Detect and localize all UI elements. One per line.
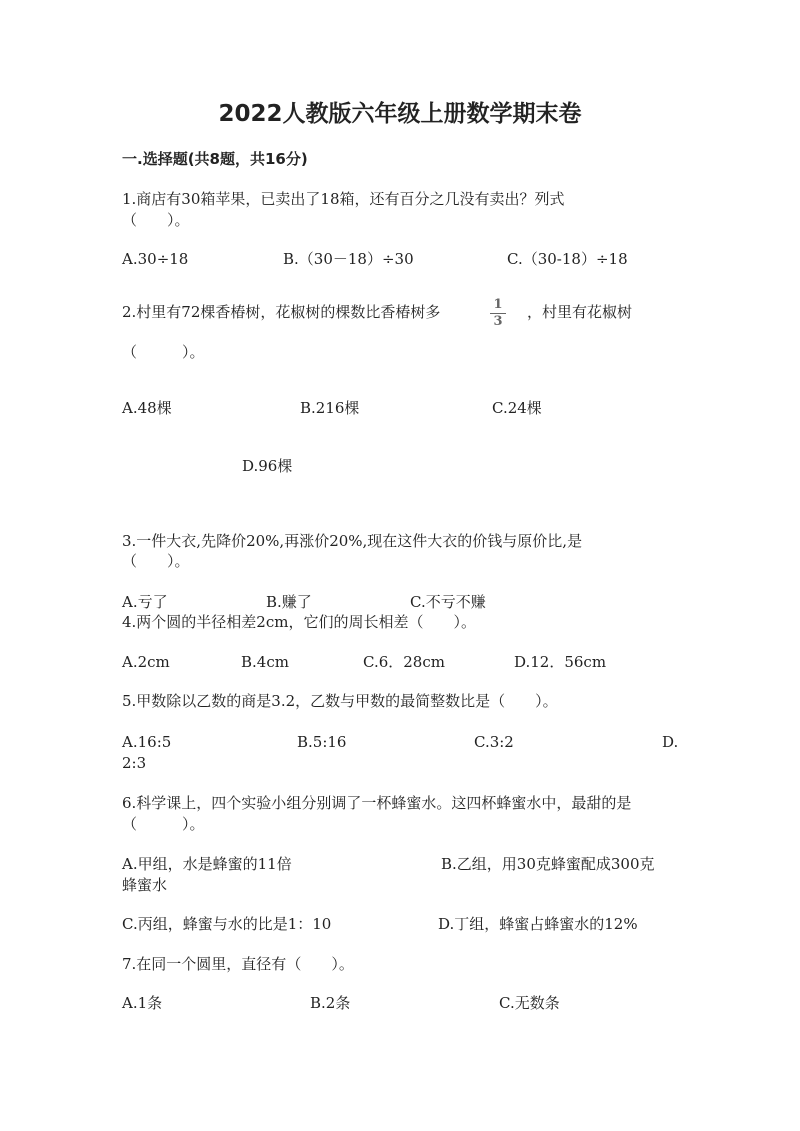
question-7-text: 7.在同一个圆里，直径有（ ）。 [122, 955, 354, 973]
question-5-text: 5.甲数除以乙数的商是3.2，乙数与甲数的最简整数比是（ ）。 [122, 692, 558, 710]
question-6-option-d: D.丁组，蜂蜜占蜂蜜水的12% [438, 915, 638, 933]
question-3-option-a: A.亏了 [122, 593, 168, 611]
question-7-option-a: A.1条 [122, 994, 163, 1012]
question-7-option-b: B.2条 [310, 994, 351, 1012]
question-3-option-b: B.赚了 [266, 593, 312, 611]
question-1-text: 1.商店有30箱苹果，已卖出了18箱，还有百分之几没有卖出？列式 [122, 190, 565, 208]
question-1-option-c: C.（30-18）÷18 [507, 250, 628, 268]
question-2-text-cont: ，村里有花椒树 [527, 303, 633, 321]
fraction-denominator: 3 [493, 314, 503, 329]
question-3-text: 3.一件大衣,先降价20%,再涨价20%,现在这件大衣的价钱与原价比,是 [122, 532, 583, 550]
question-2-blank: （ ）。 [122, 343, 205, 361]
question-5-option-d-label: D. [662, 733, 679, 751]
question-6-option-c: C.丙组，蜂蜜与水的比是1：10 [122, 915, 332, 933]
question-5-option-d-value: 2:3 [122, 754, 147, 772]
question-6-option-b-cont: 蜂蜜水 [122, 876, 168, 894]
question-6-text: 6.科学课上，四个实验小组分别调了一杯蜂蜜水。这四杯蜂蜜水中，最甜的是 [122, 794, 632, 812]
question-2-option-d: D.96棵 [242, 457, 293, 475]
fraction-numerator: 1 [493, 297, 503, 312]
question-6-option-a: A.甲组，水是蜂蜜的11倍 [122, 855, 292, 873]
question-7-option-c: C.无数条 [499, 994, 560, 1012]
section-heading: 一.选择题(共8题，共16分) [122, 150, 308, 168]
question-4-option-a: A.2cm [122, 653, 170, 671]
page-title: 2022人教版六年级上册数学期末卷 [218, 101, 582, 127]
question-5-option-a: A.16:5 [122, 733, 172, 751]
question-1-blank: （ ）。 [122, 211, 190, 229]
question-1-option-b: B.（30－18）÷30 [283, 250, 414, 268]
question-2-option-a: A.48棵 [122, 399, 172, 417]
question-4-text: 4.两个圆的半径相差2cm，它们的周长相差（ ）。 [122, 613, 476, 631]
question-4-option-b: B.4cm [241, 653, 289, 671]
question-5-option-c: C.3:2 [474, 733, 514, 751]
question-2-text: 2.村里有72棵香椿树，花椒树的棵数比香椿树多 [122, 303, 441, 321]
question-1-option-a: A.30÷18 [122, 250, 189, 268]
fraction-one-third [490, 298, 506, 329]
question-4-option-d: D.12．56cm [514, 653, 607, 671]
question-2-option-c: C.24棵 [492, 399, 542, 417]
question-6-option-b: B.乙组，用30克蜂蜜配成300克 [441, 855, 655, 873]
question-2-option-b: B.216棵 [300, 399, 360, 417]
question-3-blank: （ ）。 [122, 552, 190, 570]
question-5-option-b: B.5:16 [297, 733, 347, 751]
question-3-option-c: C.不亏不赚 [410, 593, 486, 611]
question-4-option-c: C.6．28cm [363, 653, 445, 671]
question-6-blank: （ ）。 [122, 815, 205, 833]
